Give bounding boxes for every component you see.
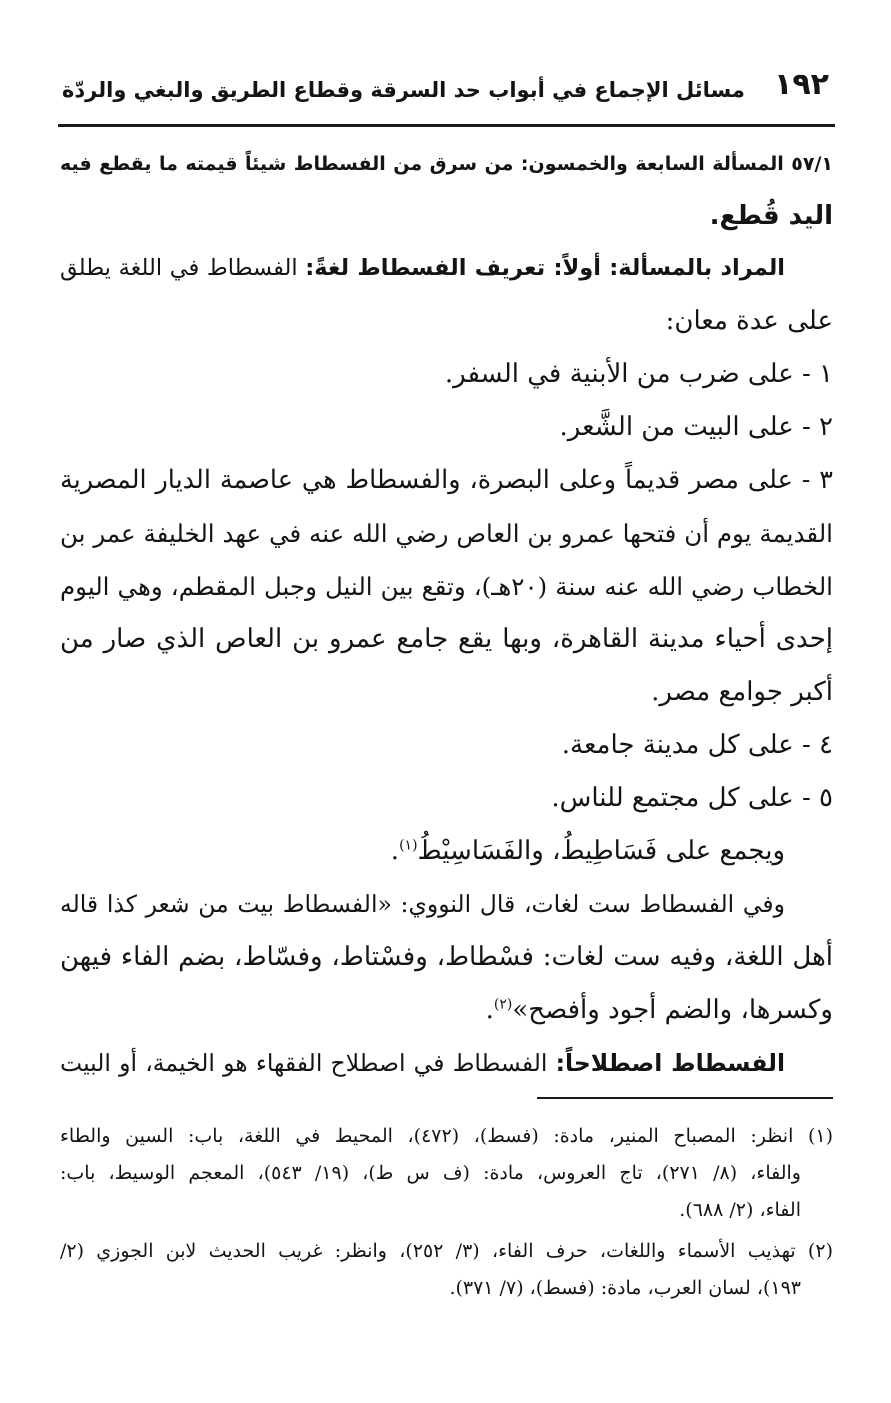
- list-item-continuation: القديمة يوم أن فتحها عمرو بن العاص رضي الله عنه في عهد الخليفة عمر بن: [60, 519, 833, 548]
- page-number: ١٩٢: [774, 67, 829, 102]
- footnote-line: ١٩٣)، لسان العرب، مادة: (فسط)، (٧/ ٣٧١).: [449, 1277, 801, 1299]
- nawawi-paragraph: [60, 878, 833, 1037]
- issue-heading: [60, 138, 833, 242]
- plural-line: ويجمع على فَسَاطِيطُ، والفَسَاسِيْطُ$^{(١)}$.: [390, 836, 785, 866]
- footnote-line: الفاء، (٢/ ٦٨٨).: [679, 1199, 801, 1221]
- definition-intro: [60, 242, 833, 348]
- footnote: [60, 1118, 833, 1229]
- issue-line: اليد قُطع.: [709, 201, 833, 231]
- running-header: [62, 66, 829, 114]
- paragraph-text: وكسرها، والضم أجود وأفصح»: [512, 995, 833, 1025]
- intro-line: على عدة معان:: [665, 306, 833, 336]
- term-paragraph: [60, 1037, 833, 1090]
- paragraph-line: أهل اللغة، وفيه ست لغات: فسْطاط، وفسْتاط، وفسّاط، بضم الفاء فيهن: [60, 942, 833, 972]
- footnote-line: والفاء، (٨/ ٢٧١)، تاج العروس، مادة: (ف س ط)، (١٩/ ٥٤٣)، المعجم الوسيط، باب:: [60, 1162, 801, 1184]
- main-text: [60, 138, 833, 1090]
- header-rule: [58, 124, 835, 127]
- term-label: الفسطاط اصطلاحاً:: [555, 1049, 785, 1077]
- footnote-line: (١) انظر: المصباح المنير، مادة: (فسط)، (٤٧٢)، المحيط في اللغة، باب: السين والطاء: [60, 1125, 834, 1147]
- paragraph-line: وكسرها، والضم أجود وأفصح»$^{(٢)}$.: [485, 995, 833, 1025]
- list-item-continuation: الخطاب رضي الله عنه سنة (٢٠هـ)، وتقع بين النيل وجبل المقطم، وهي اليوم: [60, 572, 833, 601]
- intro-line: [60, 242, 833, 295]
- issue-line: ٥٧/١ المسألة السابعة والخمسون: من سرق من الفسطاط شيئاً قيمته ما يقطع فيه: [60, 153, 833, 175]
- plural-text: ويجمع على فَسَاطِيطُ، والفَسَاسِيْطُ: [417, 836, 785, 866]
- paragraph-line: وفي الفسطاط ست لغات، قال النووي: «الفسطاط بيت من شعر كذا قاله: [60, 890, 785, 918]
- meanings-list: [60, 348, 833, 878]
- intro-label: المراد بالمسألة: أولاً: تعريف الفسطاط لغةً:: [305, 255, 785, 281]
- list-item: ٤ - على كل مدينة جامعة.: [561, 730, 833, 760]
- list-item: ١ - على ضرب من الأبنية في السفر.: [444, 359, 833, 389]
- term-rest: الفسطاط في اصطلاح الفقهاء هو الخيمة، أو البيت: [60, 1049, 548, 1077]
- footnote: [60, 1233, 833, 1307]
- paragraph-line: [60, 1037, 833, 1090]
- intro-rest: الفسطاط في اللغة يطلق: [60, 255, 298, 281]
- list-item-continuation: إحدى أحياء مدينة القاهرة، وبها يقع جامع عمرو بن العاص الذي صار من: [60, 624, 833, 654]
- list-item-continuation: أكبر جوامع مصر.: [651, 677, 833, 707]
- footnote-ref-1: (١): [399, 837, 418, 854]
- footnote-rule: [537, 1097, 833, 1099]
- footnote-line: (٢) تهذيب الأسماء واللغات، حرف الفاء، (٣/ ٢٥٢)، وانظر: غريب الحديث لابن الجوزي (٢/: [60, 1240, 833, 1262]
- list-item: ٣ - على مصر قديماً وعلى البصرة، والفسطاط هي عاصمة الديار المصرية: [60, 465, 833, 495]
- running-title: مسائل الإجماع في أبواب حد السرقة وقطاع الطريق والبغي والردّة: [62, 78, 745, 102]
- footnote-ref-2: (٢): [493, 996, 513, 1013]
- list-item: ٢ - على البيت من الشَّعر.: [559, 412, 833, 442]
- footnotes: [60, 1118, 833, 1311]
- list-item: ٥ - على كل مجتمع للناس.: [551, 783, 833, 813]
